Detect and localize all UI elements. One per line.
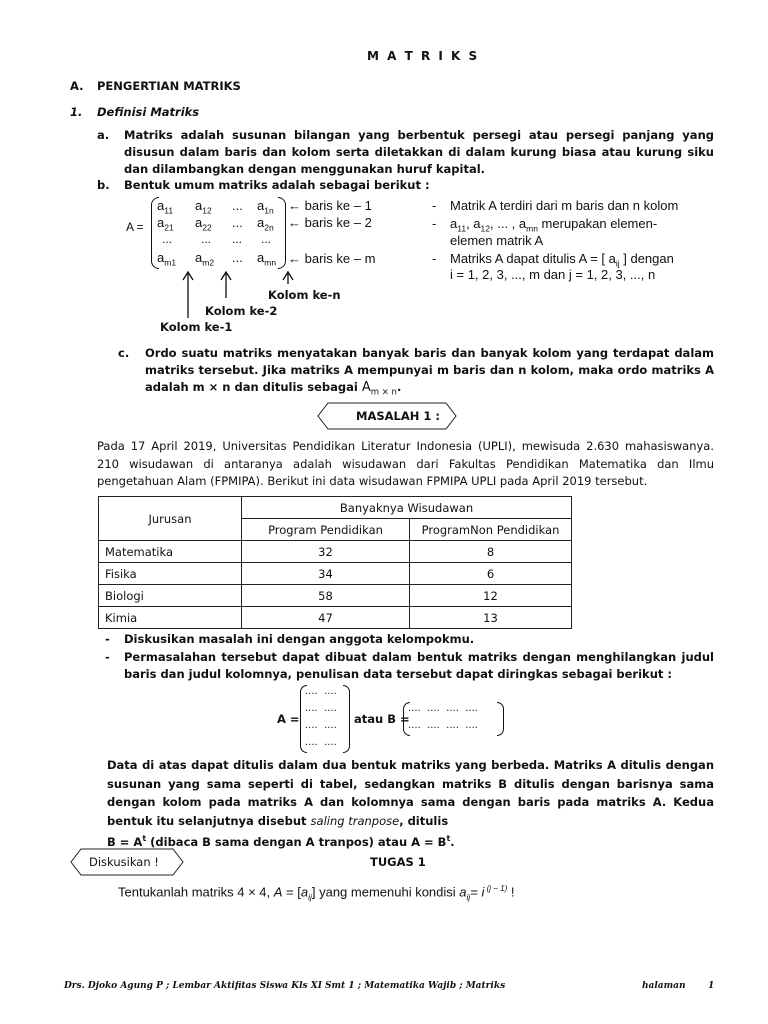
cell: ...	[232, 232, 243, 246]
row-name: Biologi	[99, 585, 242, 607]
section-heading: PENGERTIAN MATRIKS	[97, 79, 241, 93]
cell: ...	[232, 215, 243, 230]
cell: $a_{1n}$	[257, 198, 274, 216]
graduates-table	[98, 496, 572, 629]
note-3-line-2: i = 1, 2, 3, ..., m dan j = 1, 2, 3, ..., n	[450, 267, 656, 282]
item-c-label: c.	[118, 346, 130, 360]
header-jurusan: Jurusan	[99, 497, 242, 541]
col-label-1: Kolom ke-1	[160, 320, 233, 334]
table-row	[99, 541, 572, 563]
transpose-paragraph: Data di atas dapat ditulis dalam dua bentuk matriks yang berbeda. Matriks A ditulis dengan susunan yang sama seperti di tabel, sedangkan matriks B ditulis dengan barisnya sama dengan kolom pada matriks A dan kolomnya sama dengan baris pada matriks A. Kedua bentuk itu selanjutnya disebut saling tranpose, ditulis $B = A^t$ (dibaca B sama dengan A tranpos) atau $A = B^t$.	[107, 758, 714, 849]
cell: ...	[232, 198, 243, 213]
bullet-dash: -	[105, 650, 110, 664]
small-b-cells: .... .... .... .... .... .... .... ....	[408, 703, 478, 731]
diskusikan-label: Diskusikan !	[89, 855, 159, 869]
masalah-label: MASALAH 1 :	[356, 409, 440, 423]
row-non: 8	[410, 541, 572, 563]
subsection-number: 1.	[70, 105, 83, 119]
header-program-pendidikan: Program Pendidikan	[242, 519, 410, 541]
footer-text: Drs. Djoko Agung P ; Lembar Aktifitas Siswa Kls XI Smt 1 ; Matematika Wajib ; Matriks	[64, 981, 506, 991]
note-dash: -	[432, 198, 437, 213]
note-2-line-1: $a_{11}$, $a_{12}$, ... , $a_{mn}$ merupakan elemen-	[450, 216, 658, 234]
cell: $a_{12}$	[195, 198, 212, 216]
col-label-n: Kolom ke-n	[268, 288, 341, 302]
cell: $a_{22}$	[195, 215, 212, 233]
row-name: Fisika	[99, 563, 242, 585]
item-c-body: Ordo suatu matriks menyatakan banyak baris dan banyak kolom yang terdapat dalam matriks tersebut. Jika matriks A mempunyai m baris dan n kolom, maka ordo matriks A adalah m × n dan ditulis sebagai	[145, 346, 714, 394]
diskusikan-box	[0, 0, 1, 1]
bullet-1: Diskusikan masalah ini dengan anggota kelompokmu.	[124, 632, 475, 646]
cell: ...	[232, 250, 243, 265]
cell: ...	[201, 232, 212, 246]
row-non: 6	[410, 563, 572, 585]
cell: $a_{21}$	[157, 215, 174, 233]
tugas-title: TUGAS 1	[370, 855, 426, 869]
bullet-dash: -	[105, 632, 110, 646]
row-pend: 32	[242, 541, 410, 563]
table-row	[99, 585, 572, 607]
row-pend: 58	[242, 585, 410, 607]
row-non: 12	[410, 585, 572, 607]
cell: ...	[162, 232, 173, 246]
cell: $a_{mn}$	[257, 250, 277, 268]
note-dash: -	[432, 251, 437, 266]
cell: $a_{11}$	[157, 198, 174, 216]
item-c-text: Ordo suatu matriks menyatakan banyak baris dan banyak kolom yang terdapat dalam matriks tersebut. Jika matriks A mempunyai m baris dan n kolom, maka ordo matriks A adalah m × n dan ditulis sebagai $A_{m \times n}$.	[145, 346, 714, 398]
note-2-line-2: elemen matrik A	[450, 233, 544, 248]
footer-halaman: halaman	[642, 981, 686, 991]
small-a-label: A =	[277, 712, 300, 726]
row-pend: 47	[242, 607, 410, 629]
cell: $a_{2n}$	[257, 215, 274, 233]
table-row	[99, 563, 572, 585]
header-program-non: ProgramNon Pendidikan	[410, 519, 572, 541]
note-3-line-1: Matriks A dapat ditulis A = [ $a_{ij}$ ] dengan	[450, 251, 674, 269]
row-name: Matematika	[99, 541, 242, 563]
small-b-label: atau B =	[354, 712, 410, 726]
col-label-2: Kolom ke-2	[205, 304, 278, 318]
cell: $a_{m1}$	[157, 250, 177, 268]
matrix-right-paren	[278, 197, 286, 269]
small-a-cells: .... .... .... .... .... .... .... ....	[305, 686, 337, 748]
footer-page-number: 1	[708, 981, 715, 991]
row-label-2: ← baris ke – 2	[288, 215, 372, 230]
subsection-heading: Definisi Matriks	[97, 105, 200, 119]
table-header-row	[99, 497, 572, 519]
masalah-paragraph: Pada 17 April 2019, Universitas Pendidikan Literatur Indonesia (UPLI), mewisuda 2.630 mahasiswanya. 210 wisudawan di antaranya adalah wisudawan dari Fakultas Pendidikan Matematika dan Ilmu pengetahuan Alam (FPMIPA). Berikut ini data wisudawan FPMIPA UPLI pada April 2019 tersebut.	[97, 439, 714, 488]
small-b-right-paren	[497, 702, 504, 736]
page-title: M A T R I K S	[367, 49, 480, 63]
cell: ...	[261, 232, 272, 246]
item-b-text: Bentuk umum matriks adalah sebagai berikut :	[124, 178, 430, 192]
bullet-2: Permasalahan tersebut dapat dibuat dalam bentuk matriks dengan menghilangkan judul baris dan judul kolomnya, penulisan data tersebut dapat diringkas sebagai berikut :	[124, 650, 714, 681]
header-banyaknya: Banyaknya Wisudawan	[242, 497, 572, 519]
item-a-text: Matriks adalah susunan bilangan yang berbentuk persegi atau persegi panjang yang disusun dalam baris dan kolom serta diletakkan di dalam kurung biasa atau kurung siku dan dilambangkan dengan menggunakan huruf kapital.	[124, 128, 714, 176]
tugas-text: Tentukanlah matriks 4 × 4, $A = [a_{ij}]$ yang memenuhi kondisi $a_{ij}= i$ $^{(j - 1)}$ !	[118, 884, 515, 902]
ordo-symbol: $A_{m \times n}$	[361, 380, 397, 398]
note-1: Matrik A terdiri dari m baris dan n kolom	[450, 198, 679, 213]
cell: $a_{m2}$	[195, 250, 215, 268]
table-row	[99, 607, 572, 629]
row-name: Kimia	[99, 607, 242, 629]
item-b-label: b.	[97, 178, 110, 192]
matrix-a-label: A =	[126, 220, 144, 234]
section-letter: A.	[70, 79, 84, 93]
row-pend: 34	[242, 563, 410, 585]
item-a-label: a.	[97, 128, 110, 142]
row-non: 13	[410, 607, 572, 629]
note-dash: -	[432, 216, 437, 231]
row-label-m: ← baris ke – m	[288, 251, 376, 266]
small-a-right-paren	[343, 685, 350, 753]
row-label-1: ← baris ke – 1	[288, 198, 372, 213]
